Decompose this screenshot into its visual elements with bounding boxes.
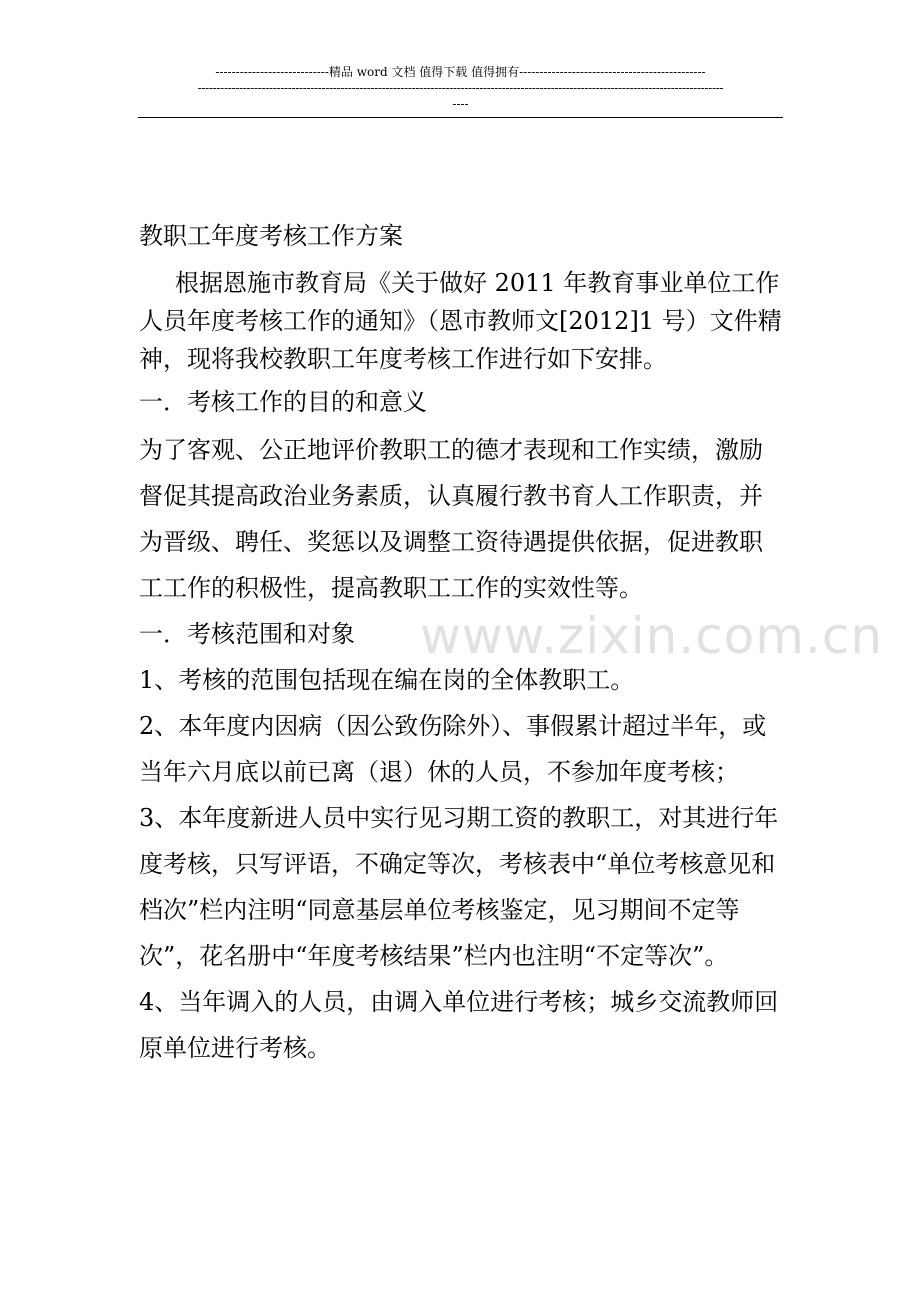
header-divider	[138, 117, 783, 118]
document-title: 教职工年度考核工作方案	[139, 222, 403, 250]
scope-item-3: 3、本年度新进人员中实行见习期工资的教职工，对其进行年度考核，只写评语，不确定等次，考核表中“单位考核意见和档次”栏内注明“同意基层单位考核鉴定，见习期间不定等次”，花名册中“年度考核结果”栏内也注明“不定等次”。	[139, 804, 779, 970]
section-heading-scope: 一．考核范围和对象	[139, 620, 355, 648]
header-dash-line: --------------------------------------------------------------------------------------------------------------------------------------------	[197, 81, 724, 95]
scope-item-2: 2、本年度内因病（因公致伤除外）、事假累计超过半年，或当年六月底以前已离（退）休的人员，不参加年度考核；	[139, 712, 767, 786]
header-dash-tail: ----	[452, 97, 469, 111]
page-header	[138, 64, 783, 112]
purpose-paragraph: 为了客观、公正地评价教职工的德才表现和工作实绩，激励督促其提高政治业务素质，认真履行教书育人工作职责，并为晋级、聘任、奖惩以及调整工资待遇提供依据，促进教职工工作的积极性，提高教职工工作的实效性等。	[139, 436, 763, 602]
scope-item-1: 1、考核的范围包括现在编在岗的全体教职工。	[139, 666, 635, 694]
scope-item-4: 4、当年调入的人员，由调入单位进行考核；城乡交流教师回原单位进行考核。	[139, 988, 779, 1062]
site-watermark: www.zixin.com.cn	[420, 607, 884, 665]
intro-paragraph: 根据恩施市教育局《关于做好 2011 年教育事业单位工作人员年度考核工作的通知》（恩市教师文[2012]1 号）文件精神，现将我校教职工年度考核工作进行如下安排。	[139, 269, 782, 373]
header-banner-text: ----------------------------精品 word 文档 值得下载 值得拥有----------------------------------------------	[215, 65, 706, 79]
document-body	[139, 216, 785, 1071]
section-heading-purpose: 一．考核工作的目的和意义	[139, 388, 427, 416]
